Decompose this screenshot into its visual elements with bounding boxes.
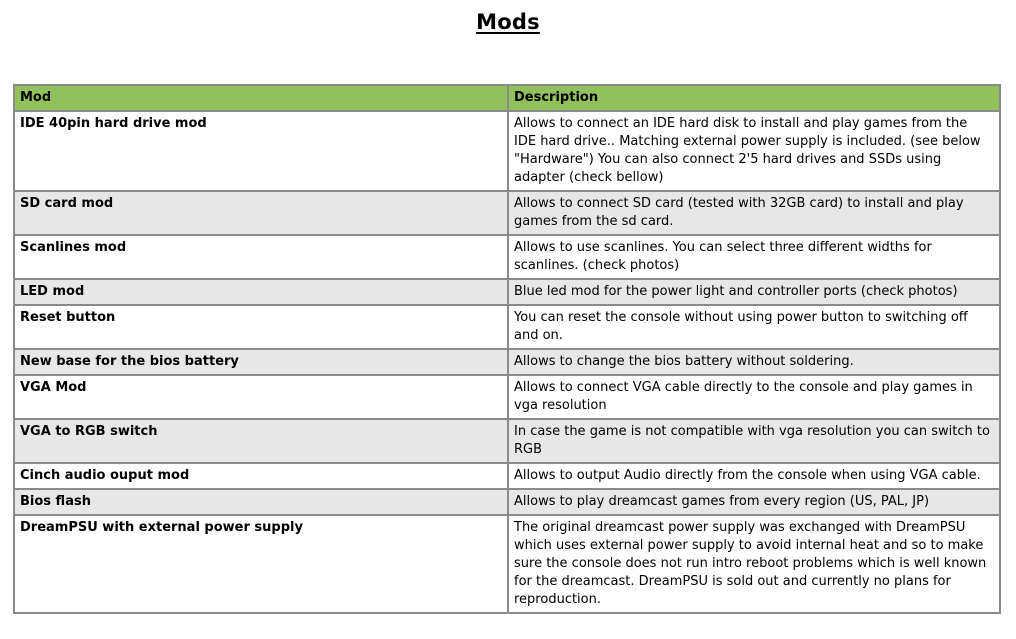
mod-name-cell: IDE 40pin hard drive mod — [14, 111, 508, 191]
table-row — [14, 279, 1000, 305]
column-header-mod: Mod — [14, 85, 508, 111]
mod-name-cell: New base for the bios battery — [14, 349, 508, 375]
mod-description-cell: In case the game is not compatible with vga resolution you can switch to RGB — [508, 419, 1000, 463]
table-row — [14, 515, 1000, 613]
mod-name-cell: Scanlines mod — [14, 235, 508, 279]
table-row — [14, 111, 1000, 191]
table-row — [14, 191, 1000, 235]
mod-name-cell: Bios flash — [14, 489, 508, 515]
mod-description-cell: Allows to connect SD card (tested with 32GB card) to install and play games from the sd card. — [508, 191, 1000, 235]
mod-description-cell: Allows to play dreamcast games from every region (US, PAL, JP) — [508, 489, 1000, 515]
mod-description-cell: Allows to change the bios battery without soldering. — [508, 349, 1000, 375]
column-header-description: Description — [508, 85, 1000, 111]
mods-table — [13, 84, 1001, 614]
mod-name-cell: Cinch audio ouput mod — [14, 463, 508, 489]
table-row — [14, 375, 1000, 419]
mod-name-cell: Reset button — [14, 305, 508, 349]
table-row — [14, 489, 1000, 515]
mod-description-cell: Blue led mod for the power light and controller ports (check photos) — [508, 279, 1000, 305]
mod-name-cell: SD card mod — [14, 191, 508, 235]
table-row — [14, 419, 1000, 463]
mod-description-cell: You can reset the console without using power button to switching off and on. — [508, 305, 1000, 349]
mod-description-cell: Allows to connect an IDE hard disk to install and play games from the IDE hard drive.. Matching external power supply is included. (see below "Hardware") You can also connect 2'5 hard drives and SSDs using adapter (check bellow) — [508, 111, 1000, 191]
mod-description-cell: Allows to connect VGA cable directly to the console and play games in vga resolution — [508, 375, 1000, 419]
page-title: Mods — [476, 10, 540, 34]
table-row — [14, 235, 1000, 279]
mod-name-cell: VGA Mod — [14, 375, 508, 419]
mod-name-cell: DreamPSU with external power supply — [14, 515, 508, 613]
mod-description-cell: Allows to output Audio directly from the console when using VGA cable. — [508, 463, 1000, 489]
table-row — [14, 463, 1000, 489]
mod-name-cell: VGA to RGB switch — [14, 419, 508, 463]
table-header-row — [14, 85, 1000, 111]
mod-description-cell: Allows to use scanlines. You can select three different widths for scanlines. (check photos) — [508, 235, 1000, 279]
table-row — [14, 349, 1000, 375]
mod-description-cell: The original dreamcast power supply was exchanged with DreamPSU which uses external power supply to avoid internal heat and so to make sure the console does not run intro reboot problems which is well known for the dreamcast. DreamPSU is sold out and currently no plans for reproduction. — [508, 515, 1000, 613]
table-row — [14, 305, 1000, 349]
mod-name-cell: LED mod — [14, 279, 508, 305]
